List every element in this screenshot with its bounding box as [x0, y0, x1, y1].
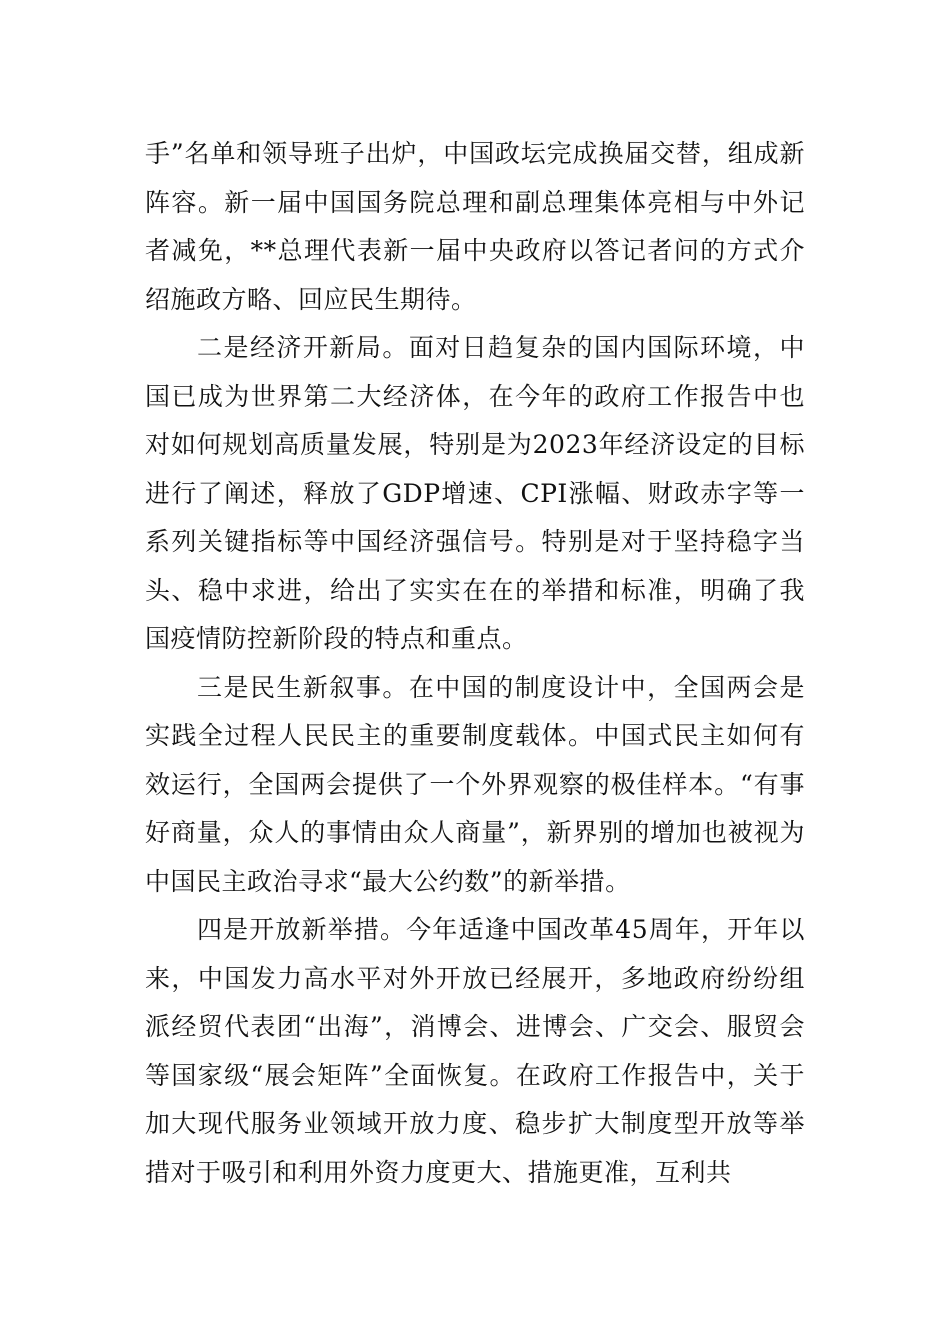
paragraph-continuation: 手”名单和领导班子出炉，中国政坛完成换届交替，组成新阵容。新一届中国国务院总理和副总理集体亮相与中外记者减免，**总理代表新一届中央政府以答记者问的方式介绍施政方略、回应民生期待。	[145, 139, 805, 314]
paragraph-economy: 二是经济开新局。面对日趋复杂的国内国际环境，中国已成为世界第二大经济体，在今年的政府工作报告中也对如何规划高质量发展，特别是为2023年经济设定的目标进行了阐述，释放了GDP增速、CPI涨幅、财政赤字等一系列关键指标等中国经济强信号。特别是对于坚持稳字当头、稳中求进，给出了实实在在的举措和标准，明确了我国疫情防控新阶段的特点和重点。	[145, 333, 805, 653]
paragraph-opening-up: 四是开放新举措。今年适逢中国改革45周年，开年以来，中国发力高水平对外开放已经展开，多地政府纷纷组派经贸代表团“出海”，消博会、进博会、广交会、服贸会等国家级“展会矩阵”全面恢复。在政府工作报告中，关于加大现代服务业领域开放力度、稳步扩大制度型开放等举措对于吸引和利用外资力度更大、措施更准，互利共	[145, 915, 805, 1187]
document-body	[145, 130, 805, 1197]
paragraph-livelihood: 三是民生新叙事。在中国的制度设计中，全国两会是实践全过程人民民主的重要制度载体。中国式民主如何有效运行，全国两会提供了一个外界观察的极佳样本。“有事好商量，众人的事情由众人商量”，新界别的增加也被视为中国民主政治寻求“最大公约数”的新举措。	[145, 672, 805, 896]
